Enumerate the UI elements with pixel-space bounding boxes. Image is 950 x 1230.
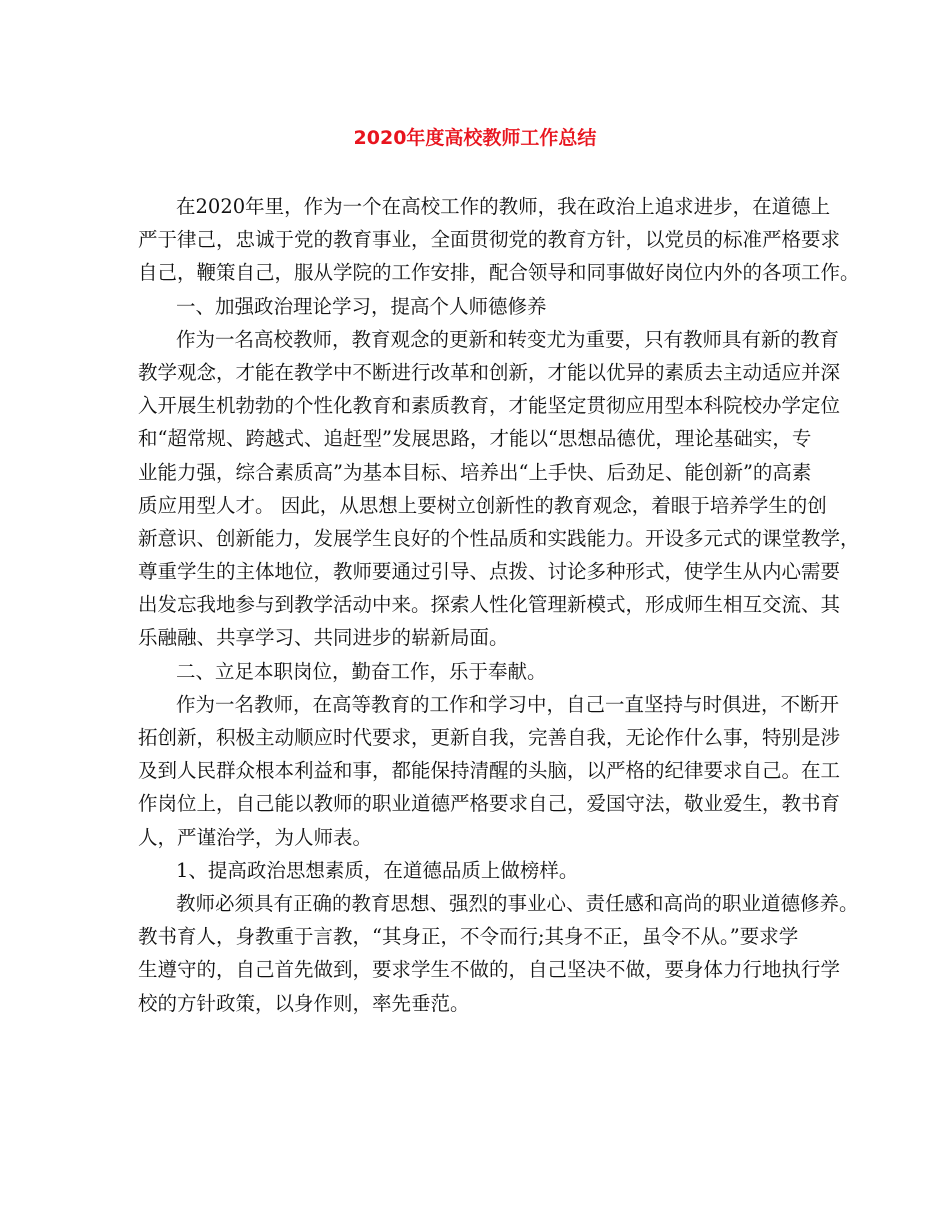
- text-line: 人，严谨治学，为人师表。: [138, 825, 373, 849]
- text-line: 出发忘我地参与到教学活动中来。探索人性化管理新模式，形成师生相互交流、其: [138, 593, 841, 617]
- text-line: 校的方针政策，以身作则，率先垂范。: [138, 991, 470, 1015]
- text-line: 乐融融、共享学习、共同进步的崭新局面。: [138, 626, 509, 650]
- text-line: 一、加强政治理论学习，提高个人师德修养: [176, 294, 547, 318]
- text-line: 入开展生机勃勃的个性化教育和素质教育，才能坚定贯彻应用型本科院校办学定位: [138, 394, 841, 418]
- text-line: 作岗位上，自己能以教师的职业道德严格要求自己，爱国守法，敬业爱生，教书育: [138, 792, 841, 816]
- text-line: 在2020年里，作为一个在高校工作的教师，我在政治上追求进步，在道德上: [176, 195, 831, 218]
- text-line: 二、立足本职岗位，勤奋工作，乐于奉献。: [176, 659, 547, 683]
- text-line: 新意识、创新能力，发展学生良好的个性品质和实践能力。开设多元式的课堂教学，: [138, 526, 860, 550]
- document-body: [138, 190, 860, 1020]
- text-line: 1、提高政治思想素质，在道德品质上做榜样。: [176, 858, 579, 882]
- document-title: 2020年度高校教师工作总结: [353, 127, 597, 149]
- text-line: 作为一名高校教师，教育观念的更新和转变尤为重要，只有教师具有新的教育: [176, 327, 840, 351]
- text-line: 作为一名教师，在高等教育的工作和学习中，自己一直坚持与时俱进，不断开: [176, 692, 840, 716]
- text-line: 教书育人，身教重于言教，“其身正，不令而行;其身不正，虽令不从。”要求学: [138, 925, 799, 949]
- text-line: 和“超常规、跨越式、追赶型”发展思路，才能以“思想品德优，理论基础实，专: [138, 427, 812, 451]
- text-line: 生遵守的，自己首先做到，要求学生不做的，自己坚决不做，要身体力行地执行学: [138, 958, 841, 982]
- text-line: 严于律己，忠诚于党的教育事业，全面贯彻党的教育方针，以党员的标准严格要求: [138, 228, 841, 252]
- text-line: 业能力强，综合素质高”为基本目标、培养出“上手快、后劲足、能创新”的高素: [138, 460, 812, 484]
- text-line: 及到人民群众根本利益和事，都能保持清醒的头脑，以严格的纪律要求自己。在工: [138, 759, 841, 783]
- text-line: 教学观念，才能在教学中不断进行改革和创新，才能以优异的素质去主动适应并深: [138, 360, 841, 384]
- text-line: 自己，鞭策自己，服从学院的工作安排，配合领导和同事做好岗位内外的各项工作。: [138, 261, 860, 285]
- text-line: 教师必须具有正确的教育思想、强烈的事业心、责任感和高尚的职业道德修养。: [176, 891, 859, 915]
- text-line: 拓创新，积极主动顺应时代要求，更新自我，完善自我，无论作什么事，特别是涉: [138, 726, 841, 749]
- text-line: 质应用型人才。 因此，从思想上要树立创新性的教育观念，着眼于培养学生的创: [138, 493, 827, 517]
- text-line: 尊重学生的主体地位，教师要通过引导、点拨、讨论多种形式，使学生从内心需要: [138, 560, 841, 584]
